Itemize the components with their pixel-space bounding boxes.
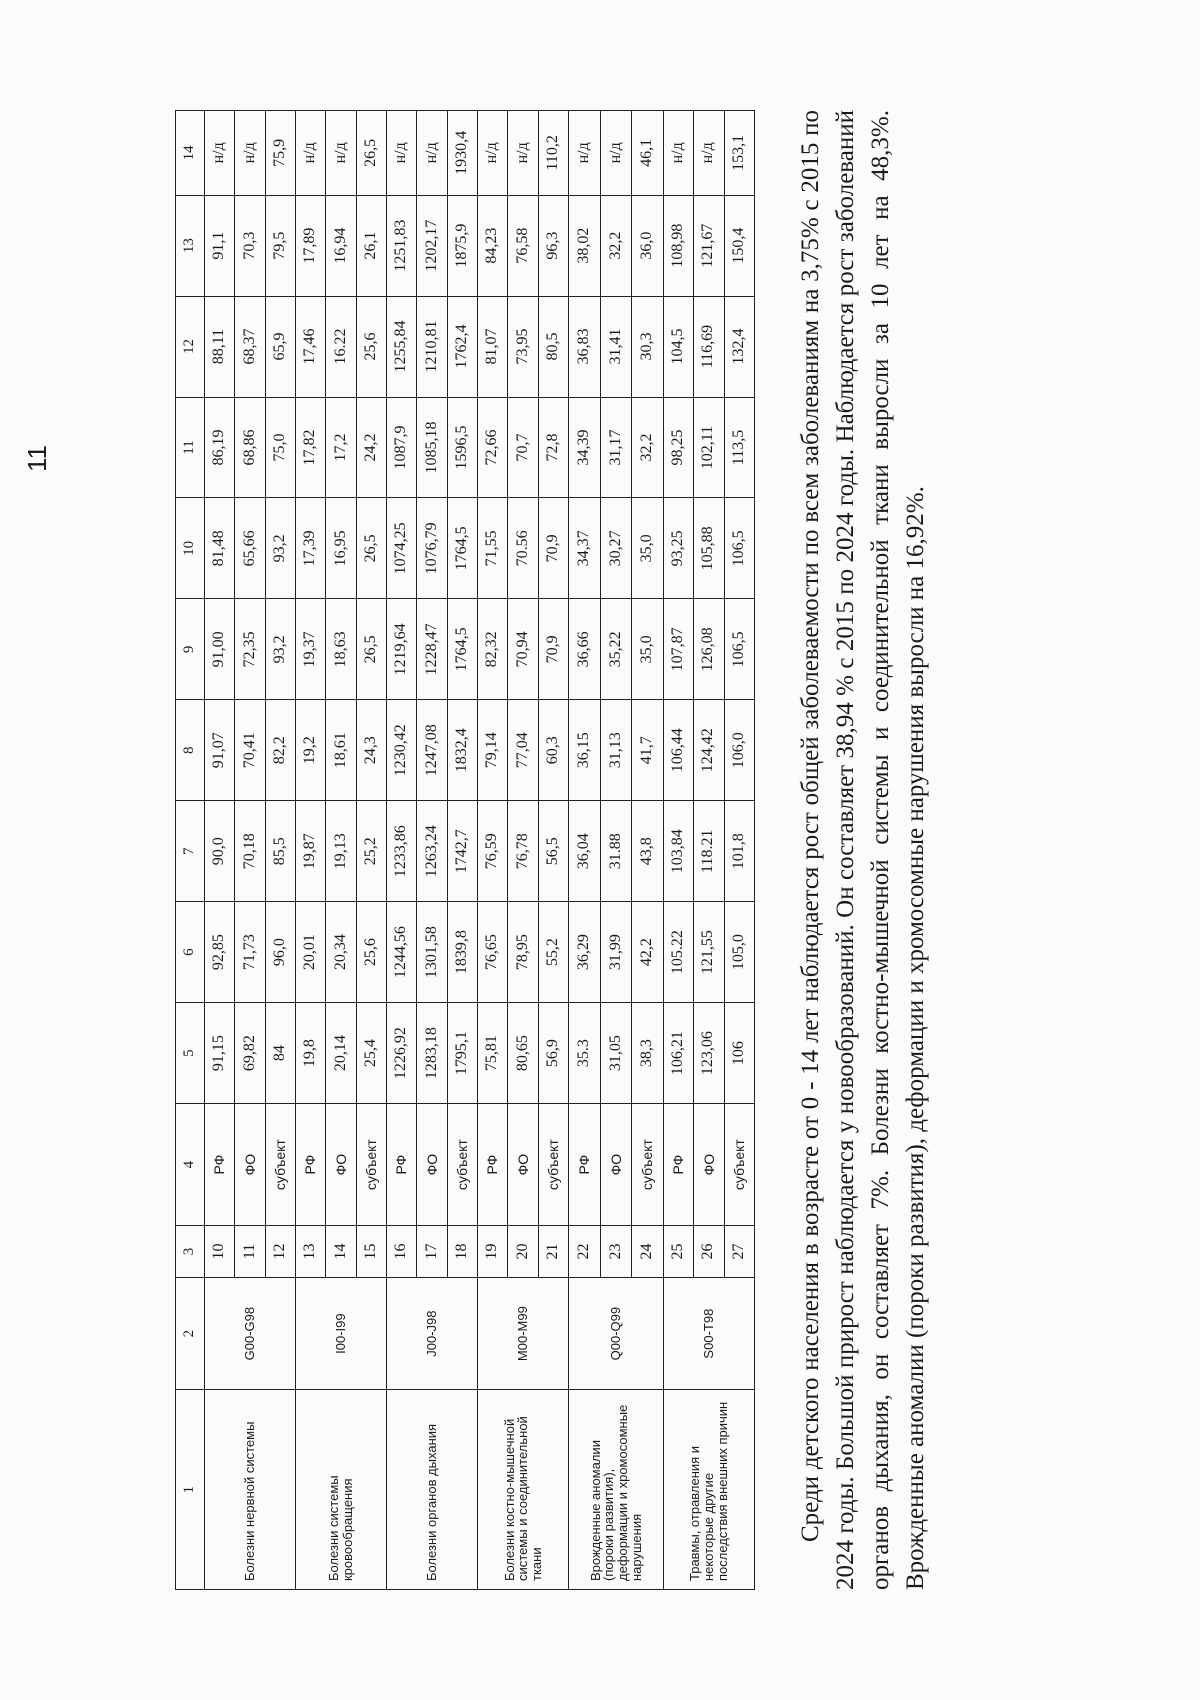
region-level: субъект <box>724 1104 754 1226</box>
table-cell: 26,5 <box>356 498 386 599</box>
table-cell: 36,66 <box>569 599 601 700</box>
table-cell: 106,21 <box>663 1003 693 1104</box>
table-cell: 17,46 <box>296 296 326 397</box>
table-cell: 113,5 <box>724 397 754 498</box>
table-cell: 107,87 <box>663 599 693 700</box>
table-cell: 31,05 <box>600 1003 632 1104</box>
table-cell: 70,41 <box>235 700 265 801</box>
table-cell: 25,4 <box>356 1003 386 1104</box>
table-cell: 1283,18 <box>417 1003 447 1104</box>
table-cell: 35,0 <box>632 599 664 700</box>
table-cell: 110,2 <box>538 111 568 196</box>
table-cell: 91,15 <box>205 1003 235 1104</box>
table-cell: 31,13 <box>600 700 632 801</box>
region-level: РФ <box>569 1104 601 1226</box>
table-cell: 79,5 <box>265 195 295 296</box>
table-cell: 1762,4 <box>447 296 477 397</box>
table-cell: 72,8 <box>538 397 568 498</box>
table-cell: 1795,1 <box>447 1003 477 1104</box>
table-cell: 18,63 <box>326 599 356 700</box>
table-cell: 32,2 <box>600 195 632 296</box>
region-level: субъект <box>447 1104 477 1226</box>
table-cell: 121,67 <box>694 195 724 296</box>
icd-code: S00-T98 <box>663 1277 754 1390</box>
table-header-row <box>176 111 205 1590</box>
table-cell: 105.22 <box>663 902 693 1003</box>
table-cell: 19,87 <box>296 801 326 902</box>
table-cell: 76,58 <box>508 195 538 296</box>
table-cell: н/д <box>387 111 417 196</box>
disease-category: Болезни системы кровообращения <box>296 1390 387 1590</box>
table-cell: 1244,56 <box>387 902 417 1003</box>
table-cell: 71,73 <box>235 902 265 1003</box>
table-row <box>663 111 693 1590</box>
column-header: 13 <box>176 195 205 296</box>
table-cell: 70,18 <box>235 801 265 902</box>
table-cell: 82,2 <box>265 700 295 801</box>
table-cell: 108,98 <box>663 195 693 296</box>
table-cell: 30,27 <box>600 498 632 599</box>
table-cell: 19,8 <box>296 1003 326 1104</box>
row-number: 11 <box>235 1226 265 1278</box>
table-cell: 30,3 <box>632 296 664 397</box>
column-header: 5 <box>176 1003 205 1104</box>
table-cell: 85,5 <box>265 801 295 902</box>
table-cell: 126,08 <box>694 599 724 700</box>
table-cell: 19,37 <box>296 599 326 700</box>
table-row <box>387 111 417 1590</box>
table-cell: 1226,92 <box>387 1003 417 1104</box>
table-cell: 35.3 <box>569 1003 601 1104</box>
icd-code: J00-J98 <box>387 1277 478 1390</box>
row-number: 19 <box>478 1226 508 1278</box>
table-cell: 19,13 <box>326 801 356 902</box>
table-cell: 1255,84 <box>387 296 417 397</box>
table-cell: 38,3 <box>632 1003 664 1104</box>
table-cell: 106,44 <box>663 700 693 801</box>
table-cell: 70,3 <box>235 195 265 296</box>
row-number: 13 <box>296 1226 326 1278</box>
table-cell: 41,7 <box>632 700 664 801</box>
table-cell: 16,95 <box>326 498 356 599</box>
page-number: 11 <box>22 445 52 472</box>
table-cell: н/д <box>694 111 724 196</box>
table-cell: 1230,42 <box>387 700 417 801</box>
table-cell: 75,81 <box>478 1003 508 1104</box>
table-cell: 91,00 <box>205 599 235 700</box>
table-cell: 42,2 <box>632 902 664 1003</box>
table-cell: 1832,4 <box>447 700 477 801</box>
table-row <box>478 111 508 1590</box>
table-cell: 1301,58 <box>417 902 447 1003</box>
table-cell: 153,1 <box>724 111 754 196</box>
table-cell: 70,9 <box>538 599 568 700</box>
table-cell: 71,55 <box>478 498 508 599</box>
table-cell: 55,2 <box>538 902 568 1003</box>
region-level: ФО <box>417 1104 447 1226</box>
table-cell: 16.22 <box>326 296 356 397</box>
table-cell: 16,94 <box>326 195 356 296</box>
table-cell: 17,82 <box>296 397 326 498</box>
table-cell: 35,0 <box>632 498 664 599</box>
table-cell: 68,37 <box>235 296 265 397</box>
table-cell: 1247,08 <box>417 700 447 801</box>
table-cell: 132,4 <box>724 296 754 397</box>
table-cell: 1742,7 <box>447 801 477 902</box>
icd-code: I00-I99 <box>296 1277 387 1390</box>
table-cell: 98,25 <box>663 397 693 498</box>
table-cell: 75,9 <box>265 111 295 196</box>
table-cell: 1596,5 <box>447 397 477 498</box>
table-cell: 1764,5 <box>447 498 477 599</box>
table-cell: 35,22 <box>600 599 632 700</box>
region-level: РФ <box>205 1104 235 1226</box>
disease-category: Врожденные аномалии (пороки развития), деформации и хромосомные нарушения <box>569 1390 664 1590</box>
table-cell: н/д <box>663 111 693 196</box>
table-cell: 1085,18 <box>417 397 447 498</box>
table-cell: 17,2 <box>326 397 356 498</box>
table-cell: 1839,8 <box>447 902 477 1003</box>
table-cell: 93,2 <box>265 498 295 599</box>
table-cell: 1263,24 <box>417 801 447 902</box>
column-header: 1 <box>176 1390 205 1590</box>
table-cell: 103,84 <box>663 801 693 902</box>
region-level: субъект <box>356 1104 386 1226</box>
table-cell: 20,01 <box>296 902 326 1003</box>
table-cell: 91,1 <box>205 195 235 296</box>
table-cell: 34,39 <box>569 397 601 498</box>
table-cell: 124,42 <box>694 700 724 801</box>
table-cell: 76,65 <box>478 902 508 1003</box>
rotated-content <box>175 110 935 1590</box>
row-number: 26 <box>694 1226 724 1278</box>
table-cell: 96,3 <box>538 195 568 296</box>
table-cell: 104,5 <box>663 296 693 397</box>
table-cell: 1074,25 <box>387 498 417 599</box>
table-cell: 96,0 <box>265 902 295 1003</box>
table-cell: 116,69 <box>694 296 724 397</box>
table-cell: 25,6 <box>356 296 386 397</box>
table-cell: 24,2 <box>356 397 386 498</box>
table-cell: 1228,47 <box>417 599 447 700</box>
row-number: 27 <box>724 1226 754 1278</box>
table-cell: 73,95 <box>508 296 538 397</box>
disease-category: Травмы, отравления и некоторые другие последствия внешних причин <box>663 1390 754 1590</box>
table-cell: 70,9 <box>538 498 568 599</box>
table-cell: 84,23 <box>478 195 508 296</box>
table-cell: 84 <box>265 1003 295 1104</box>
table-cell: 1875,9 <box>447 195 477 296</box>
row-number: 14 <box>326 1226 356 1278</box>
row-number: 22 <box>569 1226 601 1278</box>
table-cell: 78,95 <box>508 902 538 1003</box>
table-cell: 68,86 <box>235 397 265 498</box>
table-cell: 65,9 <box>265 296 295 397</box>
table-cell: 106 <box>724 1003 754 1104</box>
table-cell: 1202,17 <box>417 195 447 296</box>
table-cell: 36,29 <box>569 902 601 1003</box>
table-cell: 91,07 <box>205 700 235 801</box>
table-cell: 43,8 <box>632 801 664 902</box>
table-cell: 36,0 <box>632 195 664 296</box>
table-cell: 77,04 <box>508 700 538 801</box>
table-cell: н/д <box>508 111 538 196</box>
table-cell: 106,0 <box>724 700 754 801</box>
table-cell: 26,1 <box>356 195 386 296</box>
table-cell: 93,25 <box>663 498 693 599</box>
region-level: РФ <box>478 1104 508 1226</box>
table-cell: 70.56 <box>508 498 538 599</box>
region-level: РФ <box>296 1104 326 1226</box>
table-cell: 80,65 <box>508 1003 538 1104</box>
table-cell: 26,5 <box>356 599 386 700</box>
table-cell: 72,66 <box>478 397 508 498</box>
table-cell: 60,3 <box>538 700 568 801</box>
table-cell: н/д <box>478 111 508 196</box>
column-header: 11 <box>176 397 205 498</box>
table-cell: 76,78 <box>508 801 538 902</box>
table-cell: 56,9 <box>538 1003 568 1104</box>
table-cell: н/д <box>600 111 632 196</box>
icd-code: Q00-Q99 <box>569 1277 664 1390</box>
table-cell: 93,2 <box>265 599 295 700</box>
table-cell: 24,3 <box>356 700 386 801</box>
row-number: 12 <box>265 1226 295 1278</box>
table-cell: 34,37 <box>569 498 601 599</box>
column-header: 6 <box>176 902 205 1003</box>
region-level: ФО <box>600 1104 632 1226</box>
table-cell: 17,89 <box>296 195 326 296</box>
table-cell: 150,4 <box>724 195 754 296</box>
morbidity-table <box>175 110 755 1590</box>
table-cell: 36,15 <box>569 700 601 801</box>
table-cell: 69,82 <box>235 1003 265 1104</box>
table-cell: 46,1 <box>632 111 664 196</box>
table-cell: н/д <box>569 111 601 196</box>
disease-category: Болезни органов дыхания <box>387 1390 478 1590</box>
table-cell: 1764,5 <box>447 599 477 700</box>
column-header: 12 <box>176 296 205 397</box>
table-cell: 80,5 <box>538 296 568 397</box>
table-cell: 1233,86 <box>387 801 417 902</box>
icd-code: M00-M99 <box>478 1277 569 1390</box>
table-row <box>205 111 235 1590</box>
column-header: 3 <box>176 1226 205 1278</box>
table-cell: 105,0 <box>724 902 754 1003</box>
table-cell: 81,07 <box>478 296 508 397</box>
table-cell: 19,2 <box>296 700 326 801</box>
table-cell: 1087,9 <box>387 397 417 498</box>
table-cell: 17,39 <box>296 498 326 599</box>
row-number: 18 <box>447 1226 477 1278</box>
table-cell: 18,61 <box>326 700 356 801</box>
table-cell: 31,17 <box>600 397 632 498</box>
table-cell: 32,2 <box>632 397 664 498</box>
column-header: 14 <box>176 111 205 196</box>
region-level: ФО <box>235 1104 265 1226</box>
column-header: 2 <box>176 1277 205 1390</box>
table-cell: 1076,79 <box>417 498 447 599</box>
table-cell: 31,41 <box>600 296 632 397</box>
table-cell: 1251,83 <box>387 195 417 296</box>
summary-text <box>793 110 933 1590</box>
table-cell: 106,5 <box>724 599 754 700</box>
icd-code: G00-G98 <box>205 1277 296 1390</box>
region-level: ФО <box>694 1104 724 1226</box>
row-number: 25 <box>663 1226 693 1278</box>
region-level: ФО <box>326 1104 356 1226</box>
table-cell: 81,48 <box>205 498 235 599</box>
column-header: 10 <box>176 498 205 599</box>
region-level: РФ <box>663 1104 693 1226</box>
table-cell: 102,11 <box>694 397 724 498</box>
region-level: субъект <box>538 1104 568 1226</box>
region-level: РФ <box>387 1104 417 1226</box>
row-number: 24 <box>632 1226 664 1278</box>
table-cell: 65,66 <box>235 498 265 599</box>
table-cell: н/д <box>417 111 447 196</box>
row-number: 16 <box>387 1226 417 1278</box>
table-cell: 121,55 <box>694 902 724 1003</box>
table-cell: 92,85 <box>205 902 235 1003</box>
column-header: 9 <box>176 599 205 700</box>
table-row <box>296 111 326 1590</box>
column-header: 4 <box>176 1104 205 1226</box>
table-cell: 90,0 <box>205 801 235 902</box>
table-cell: 106,5 <box>724 498 754 599</box>
table-cell: 38,02 <box>569 195 601 296</box>
disease-category: Болезни костно-мышечной системы и соединительной ткани <box>478 1390 569 1590</box>
table-cell: 31,99 <box>600 902 632 1003</box>
table-cell: 86,19 <box>205 397 235 498</box>
table-cell: 72,35 <box>235 599 265 700</box>
region-level: субъект <box>265 1104 295 1226</box>
disease-category: Болезни нервной системы <box>205 1390 296 1590</box>
region-level: субъект <box>632 1104 664 1226</box>
table-cell: 1210,81 <box>417 296 447 397</box>
table-cell: 123,06 <box>694 1003 724 1104</box>
table-cell: н/д <box>235 111 265 196</box>
table-cell: 1219,64 <box>387 599 417 700</box>
table-cell: 20,14 <box>326 1003 356 1104</box>
column-header: 7 <box>176 801 205 902</box>
row-number: 10 <box>205 1226 235 1278</box>
table-cell: 26,5 <box>356 111 386 196</box>
table-cell: 36,04 <box>569 801 601 902</box>
column-header: 8 <box>176 700 205 801</box>
table-cell: 88,11 <box>205 296 235 397</box>
table-cell: 82,32 <box>478 599 508 700</box>
table-cell: 36,83 <box>569 296 601 397</box>
table-body <box>205 111 755 1590</box>
table-cell: 20,34 <box>326 902 356 1003</box>
table-cell: 31.88 <box>600 801 632 902</box>
table-cell: 75,0 <box>265 397 295 498</box>
table-cell: н/д <box>205 111 235 196</box>
table-cell: 25,2 <box>356 801 386 902</box>
table-cell: 1930,4 <box>447 111 477 196</box>
table-cell: 79,14 <box>478 700 508 801</box>
table-cell: 105,88 <box>694 498 724 599</box>
row-number: 20 <box>508 1226 538 1278</box>
table-cell: 70,7 <box>508 397 538 498</box>
row-number: 21 <box>538 1226 568 1278</box>
row-number: 17 <box>417 1226 447 1278</box>
table-cell: 76,59 <box>478 801 508 902</box>
table-cell: 70,94 <box>508 599 538 700</box>
table-cell: н/д <box>326 111 356 196</box>
table-row <box>569 111 601 1590</box>
table-cell: 56,5 <box>538 801 568 902</box>
table-cell: 118.21 <box>694 801 724 902</box>
row-number: 23 <box>600 1226 632 1278</box>
summary-paragraph: Среди детского населения в возрасте от 0 - 14 лет наблюдается рост общей заболеваемости по всем заболеваниям на 3,75% с 2015 по 2024 годы. Большой прирост наблюдается у новообразований. Он составляет 38,94 % с 2015 по 2024 годы. Наблюдается рост заболеваний органов дыхания, он составляет 7%. Болезни костно-мышечной системы и соединительной ткани выросли за 10 лет на 48,3%. Врожденные аномалии (пороки развития), деформации и хромосомные нарушения выросли на 16,92%. <box>797 110 929 1590</box>
region-level: ФО <box>508 1104 538 1226</box>
table-cell: 25,6 <box>356 902 386 1003</box>
table-cell: 101,8 <box>724 801 754 902</box>
row-number: 15 <box>356 1226 386 1278</box>
table-cell: н/д <box>296 111 326 196</box>
